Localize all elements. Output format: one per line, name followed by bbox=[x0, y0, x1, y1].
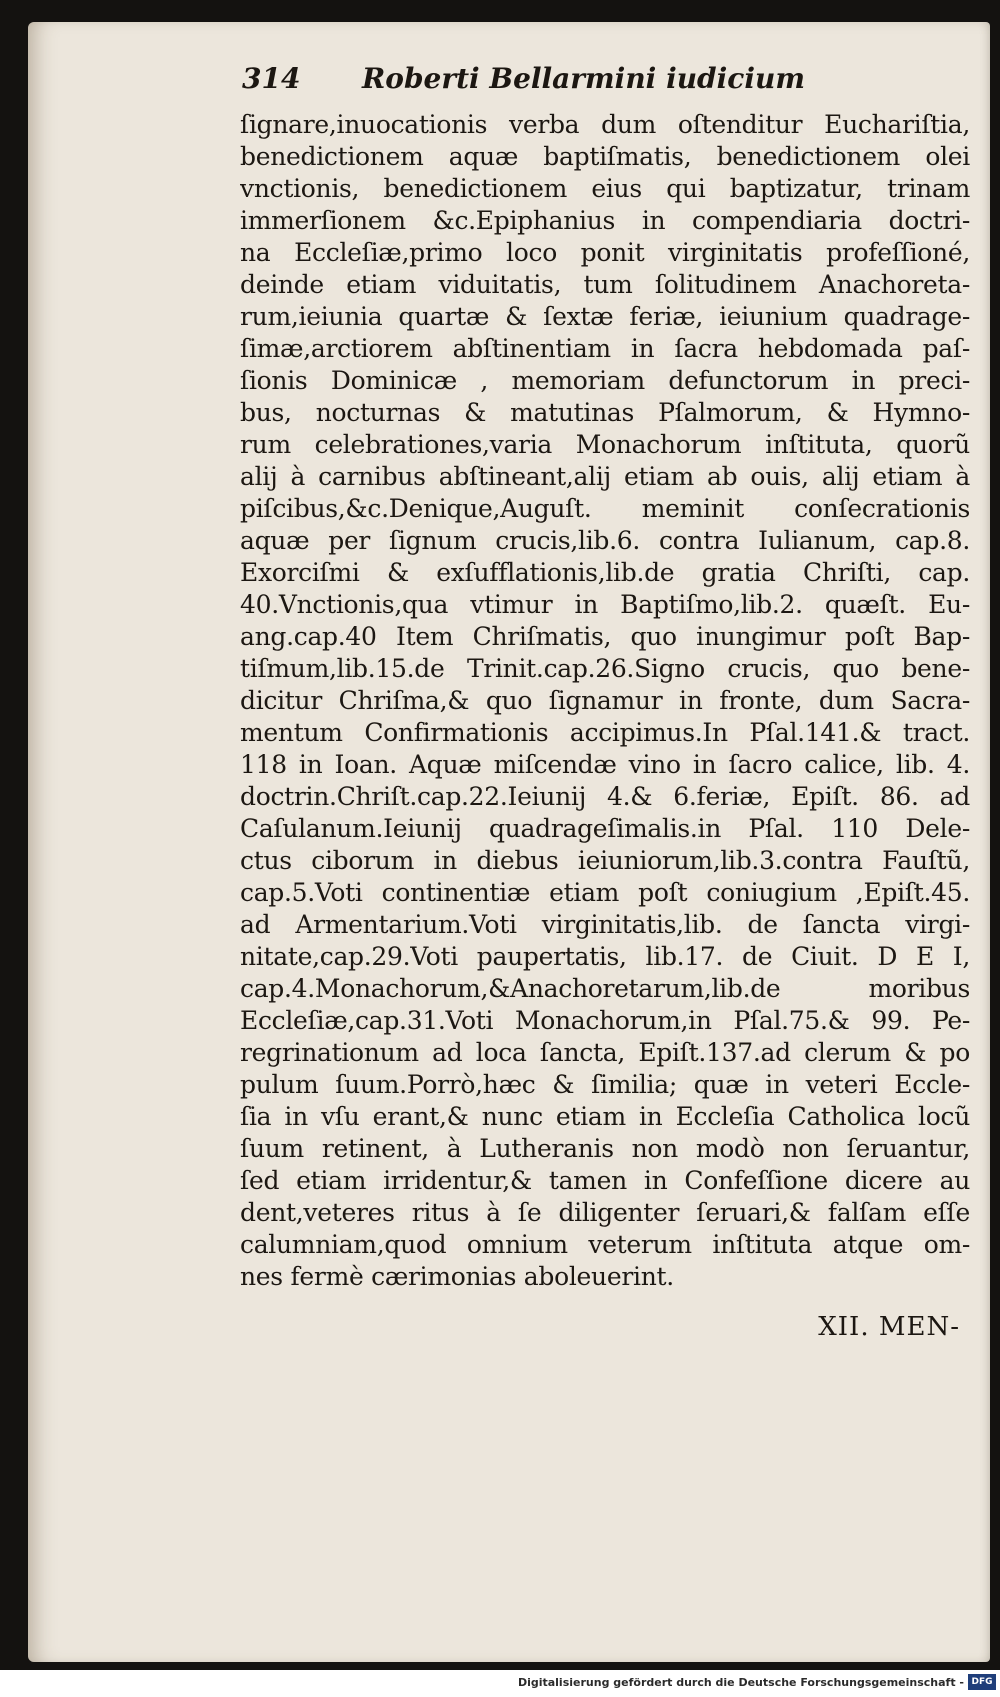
running-head-title: Roberti Bellarmini iudicium bbox=[362, 62, 805, 95]
funding-credit: Digitalisierung gefördert durch die Deutsche Forschungsgemeinschaft - bbox=[517, 1676, 964, 1689]
body-text bbox=[240, 109, 970, 1293]
text-line: aquæ per ſignum crucis,lib.6. contra Iulianum, cap.8. bbox=[240, 526, 970, 555]
text-line: Eccleſiæ,cap.31.Voti Monachorum,in Pſal.75.& 99. Pe- bbox=[240, 1006, 970, 1035]
text-line: Caſulanum.Ieiunij quadrageſimalis.in Pſal. 110 Dele- bbox=[240, 814, 970, 843]
catchword: XII. MEN- bbox=[818, 1312, 960, 1342]
text-line: immerſionem &c.Epiphanius in compendiaria doctri- bbox=[240, 206, 970, 235]
text-line: ſia in vſu erant,& nunc etiam in Eccleſia Catholica locũ bbox=[240, 1102, 970, 1131]
text-line: bus, nocturnas & matutinas Pſalmorum, & Hymno- bbox=[240, 398, 970, 427]
text-line: vnctionis, benedictionem eius qui baptizatur, trinam bbox=[240, 174, 970, 203]
text-line: cap.5.Voti continentiæ etiam poſt coniugium ,Epiſt.45. bbox=[240, 878, 970, 907]
text-line: mentum Confirmationis accipimus.In Pſal.141.& tract. bbox=[240, 718, 970, 747]
text-line: cap.4.Monachorum,&Anachoretarum,lib.de moribus bbox=[240, 974, 970, 1003]
text-line: alij à carnibus abſtineant,alij etiam ab ouis, alij etiam à bbox=[240, 462, 970, 491]
text-line: piſcibus,&c.Denique,Auguſt. meminit conſecrationis bbox=[240, 494, 970, 523]
text-line: calumniam,quod omnium veterum inſtituta atque om- bbox=[240, 1230, 970, 1259]
text-line: deinde etiam viduitatis, tum ſolitudinem Anachoreta- bbox=[240, 270, 970, 299]
text-line: rum,ieiunia quartæ & ſextæ feriæ, ieiunium quadrage- bbox=[240, 302, 970, 331]
text-line: Exorciſmi & exſufflationis,lib.de gratia Chriſti, cap. bbox=[240, 558, 970, 587]
page-number: 314 bbox=[242, 62, 301, 95]
text-line: ſuum retinent, à Lutheranis non modò non ſeruantur, bbox=[240, 1134, 970, 1163]
text-line: nitate,cap.29.Voti paupertatis, lib.17. de Ciuit. D E I, bbox=[240, 942, 970, 971]
text-line: dent,veteres ritus à ſe diligenter ſeruari,& falſam eſſe bbox=[240, 1198, 970, 1227]
text-line: ctus ciborum in diebus ieiuniorum,lib.3.contra Fauſtũ, bbox=[240, 846, 970, 875]
text-line: pulum ſuum.Porrò,hæc & ſimilia; quæ in veteri Eccle- bbox=[240, 1070, 970, 1099]
text-line: na Eccleſiæ,primo loco ponit virginitatis profeſſioné, bbox=[240, 238, 970, 267]
text-line: 118 in Ioan. Aquæ miſcendæ vino in ſacro calice, lib. 4. bbox=[240, 750, 970, 779]
text-line: dicitur Chriſma,& quo ſignamur in fronte, dum Sacra- bbox=[240, 686, 970, 715]
running-head bbox=[190, 62, 890, 95]
text-line: rum celebrationes,varia Monachorum inſtituta, quorũ bbox=[240, 430, 970, 459]
text-line: nes fermè cærimonias aboleuerint. bbox=[240, 1262, 674, 1291]
text-line: doctrin.Chriſt.cap.22.Ieiunij 4.& 6.feriæ, Epiſt. 86. ad bbox=[240, 782, 970, 811]
text-line: ſimæ,arctiorem abſtinentiam in ſacra hebdomada paſ- bbox=[240, 334, 970, 363]
text-line: regrinationum ad loca ſancta, Epiſt.137.ad clerum & po bbox=[240, 1038, 970, 1067]
dfg-logo-icon: DFG bbox=[968, 1674, 996, 1690]
text-line: ſionis Dominicæ , memoriam defunctorum in preci- bbox=[240, 366, 970, 395]
text-line: ſignare,inuocationis verba dum oſtenditur Euchariſtia, bbox=[240, 110, 970, 139]
text-line: ang.cap.40 Item Chriſmatis, quo inungimur poſt Bap- bbox=[240, 622, 970, 651]
text-line: benedictionem aquæ baptiſmatis, benedictionem olei bbox=[240, 142, 970, 171]
text-line: 40.Vnctionis,qua vtimur in Baptiſmo,lib.2. quæſt. Eu- bbox=[240, 590, 970, 619]
text-line: ſed etiam irridentur,& tamen in Confeſſione dicere au bbox=[240, 1166, 970, 1195]
footer-bar bbox=[0, 1670, 1000, 1697]
text-line: tiſmum,lib.15.de Trinit.cap.26.Signo crucis, quo bene- bbox=[240, 654, 970, 683]
text-line: ad Armentarium.Voti virginitatis,lib. de ſancta virgi- bbox=[240, 910, 970, 939]
